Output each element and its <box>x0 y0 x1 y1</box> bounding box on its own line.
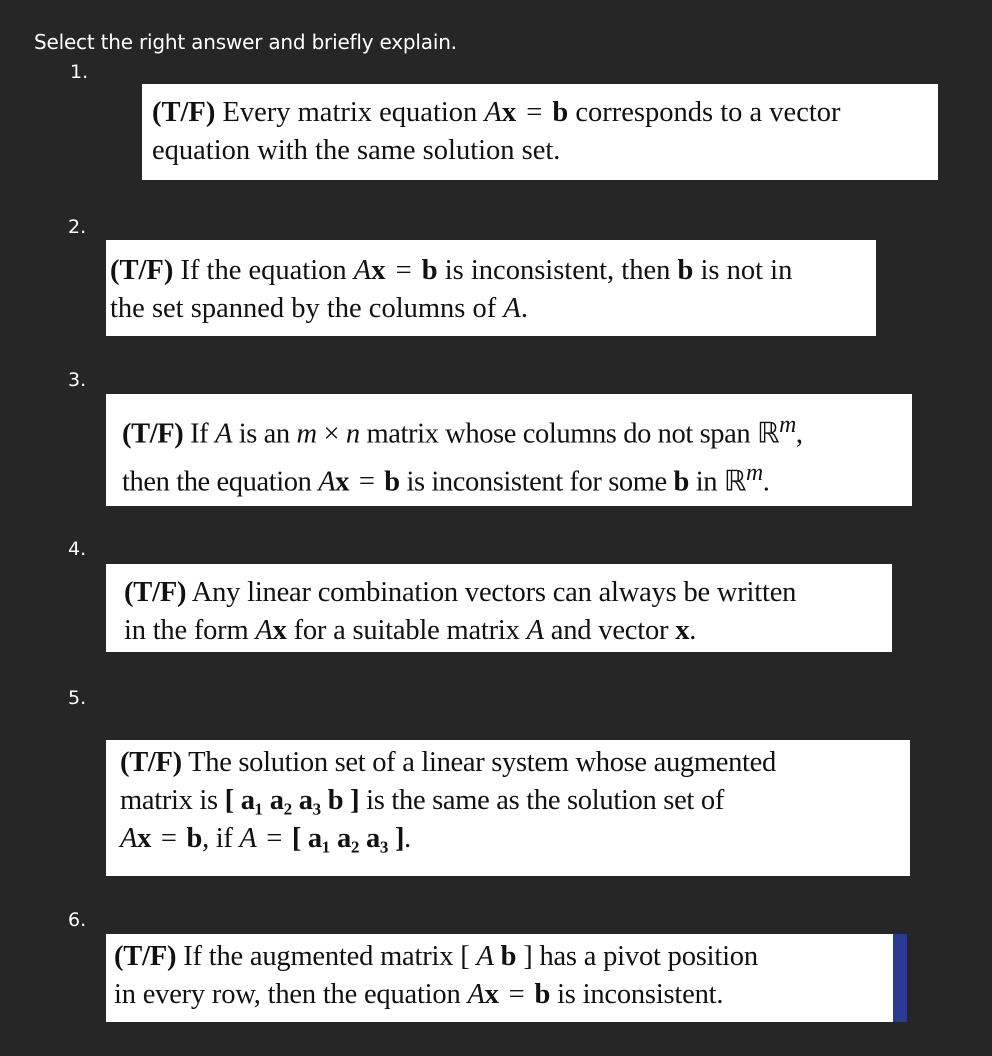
instruction-text: Select the right answer and briefly explain. <box>34 30 457 54</box>
question-number: 3. <box>68 369 87 391</box>
question-number: 4. <box>68 538 87 560</box>
question-5-card: (T/F) The solution set of a linear system whose augmented matrix is [ a₁ a₂ a₃ b ] is the same as the solution set of Ax = b, if A = [ a₁ a₂ a₃ ]. <box>106 740 910 876</box>
question-number: 2. <box>68 216 87 238</box>
accent-bar <box>893 934 907 1022</box>
question-2-card: (T/F) If the equation Ax = b is inconsistent, then b is not in the set spanned by the columns of A. <box>106 240 876 336</box>
question-4-card: (T/F) Any linear combination vectors can always be written in the form Ax for a suitable matrix A and vector x. <box>106 564 892 652</box>
question-number: 6. <box>68 909 87 931</box>
question-1-card: (T/F) Every matrix equation Ax = b corresponds to a vector equation with the same solution set. <box>142 84 938 180</box>
question-3-card: (T/F) If A is an m × n matrix whose columns do not span ℝ$^m$, then the equation Ax = b is inconsistent for some b in ℝ$^m$. <box>106 394 912 506</box>
question-6-card: (T/F) If the augmented matrix [ A b ] has a pivot position in every row, then the equation Ax = b is inconsistent. <box>106 934 893 1022</box>
question-number: 5. <box>68 687 87 709</box>
question-number: 1. <box>70 61 89 83</box>
